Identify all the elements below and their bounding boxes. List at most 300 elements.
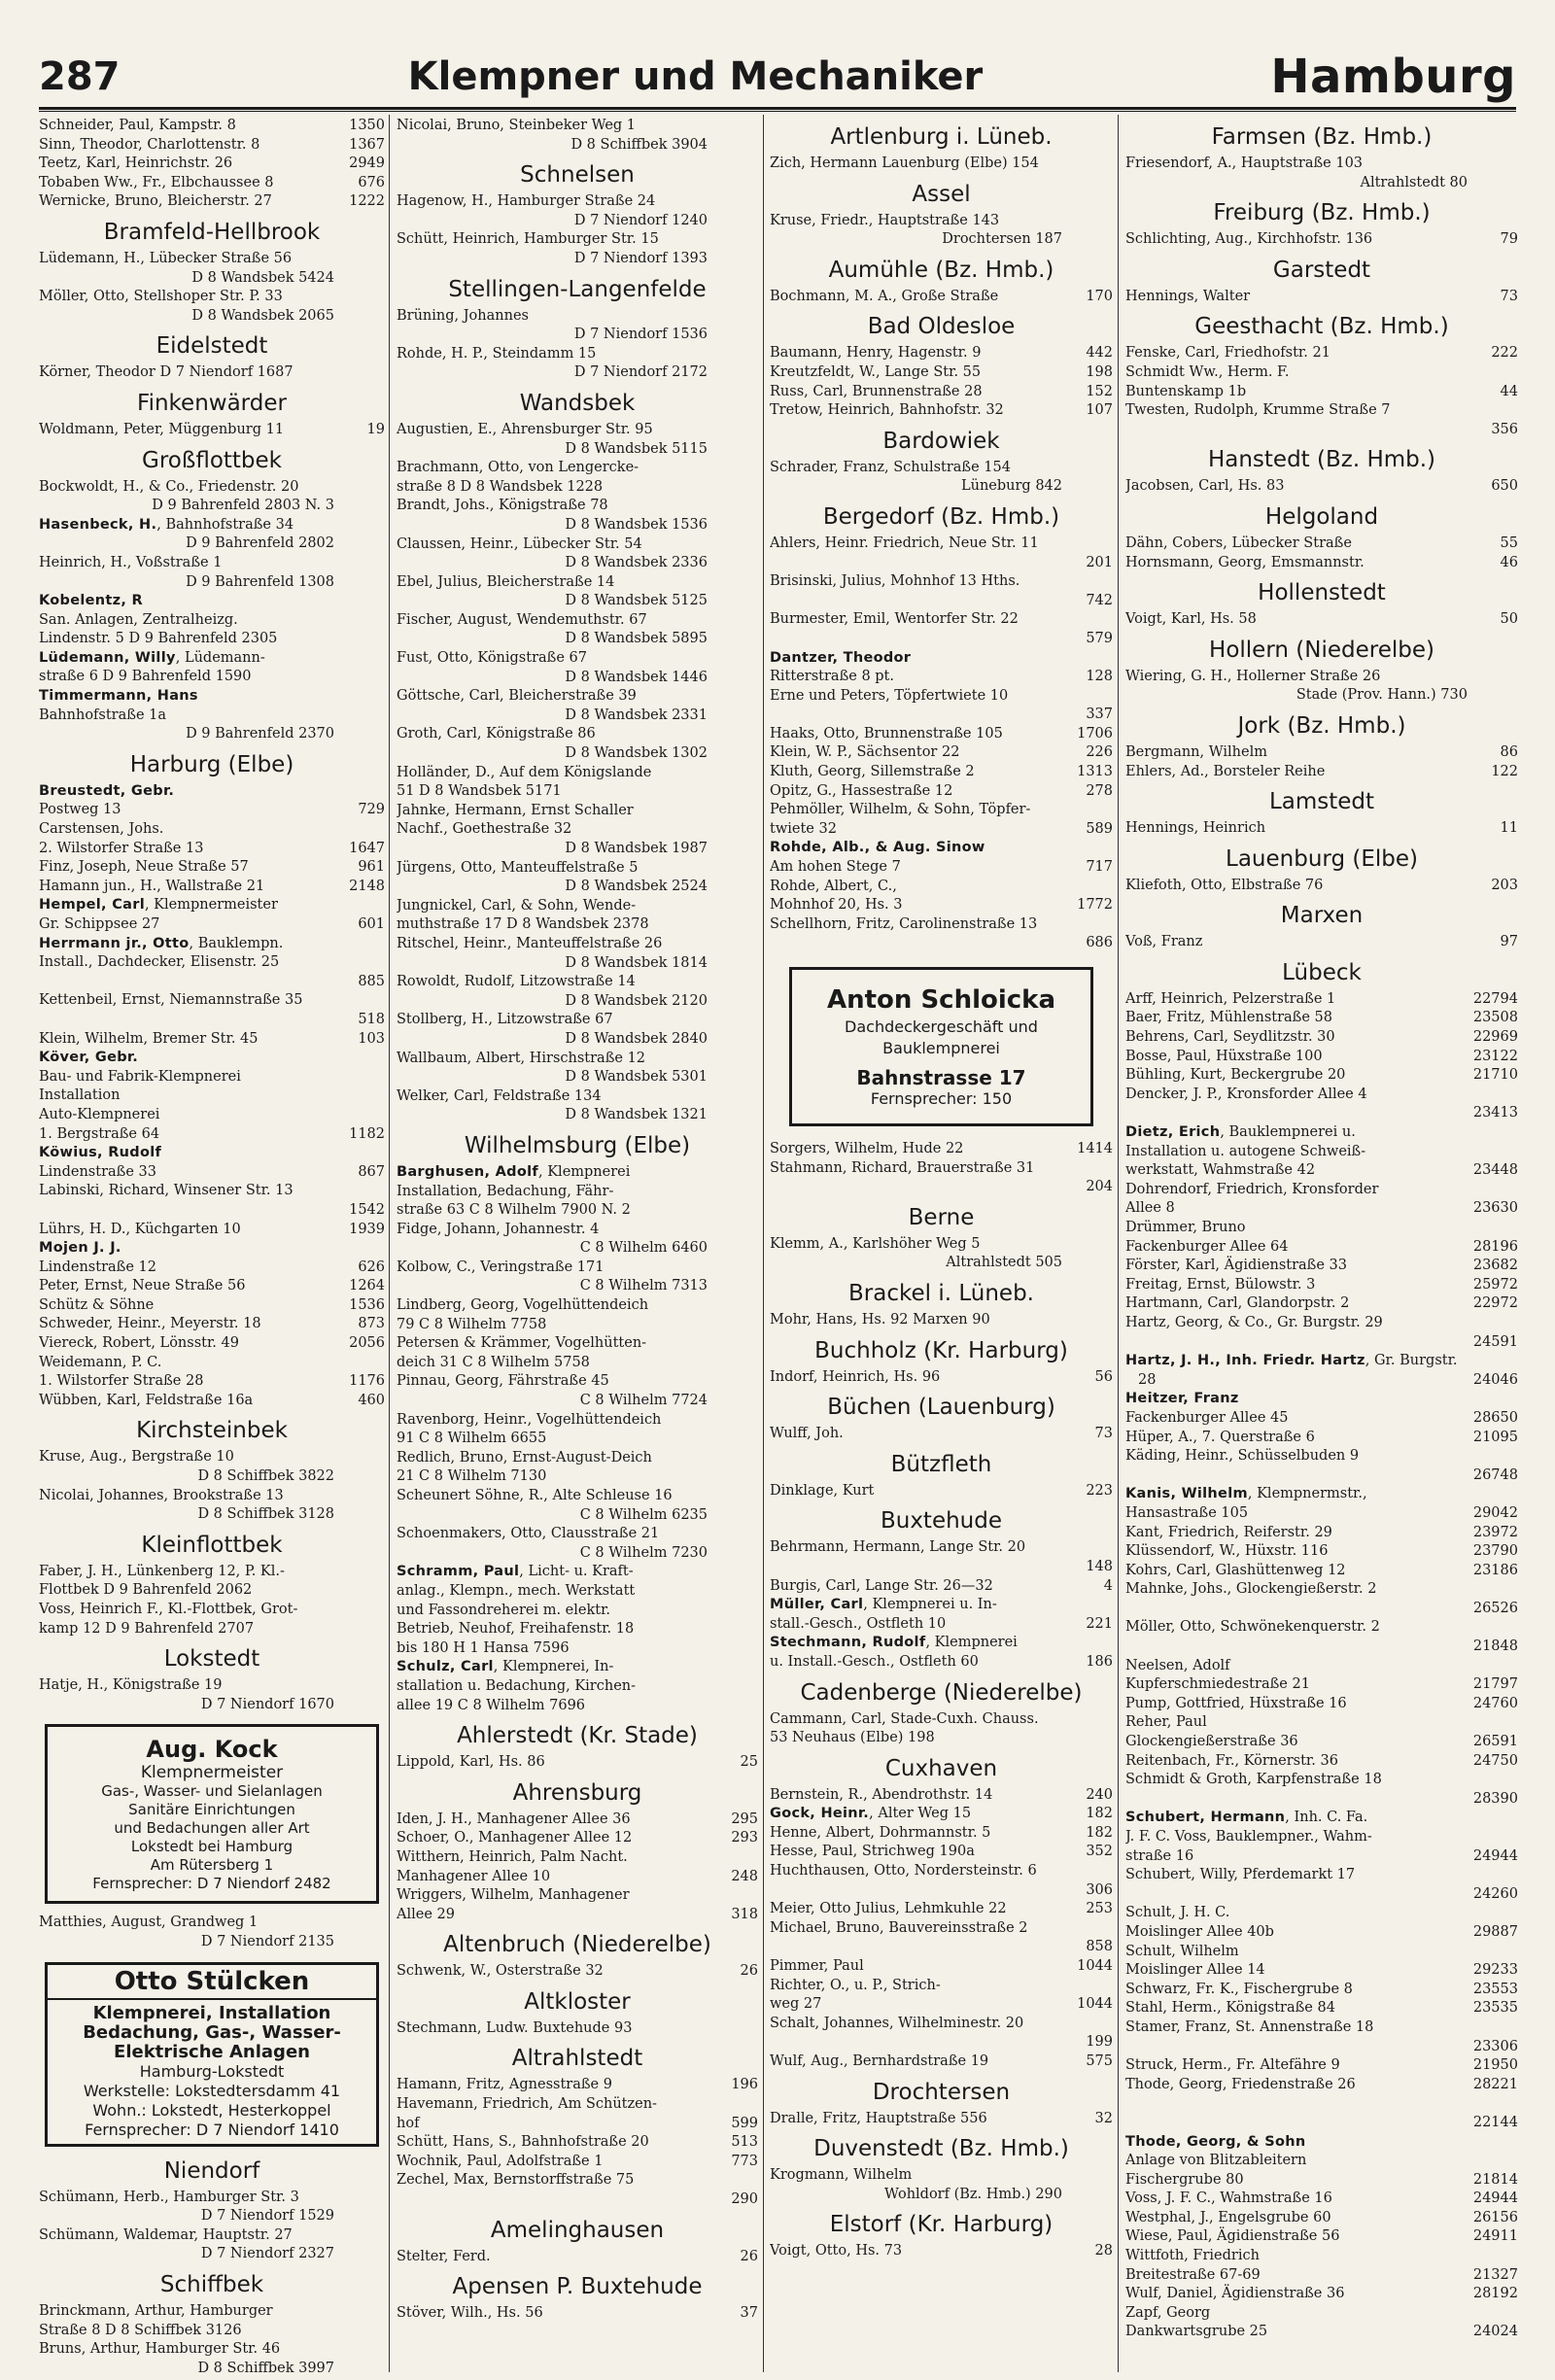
- section-heading: Hanstedt (Bz. Hmb.): [1207, 447, 1436, 473]
- entry-text: werkstatt, Wahmstraße 42: [1125, 1162, 1316, 1179]
- entry-text: Postweg 13: [39, 802, 121, 818]
- entry-line: [770, 1805, 1113, 1824]
- directory-entry: [39, 1392, 385, 1411]
- directory-entry: [397, 2171, 758, 2209]
- directory-entry: [1125, 1314, 1518, 1352]
- section-heading: Eidelstedt: [156, 333, 268, 360]
- phone-number: 26748: [1472, 1466, 1518, 1483]
- entry-line: [39, 1182, 385, 1201]
- entry-line: [397, 669, 758, 688]
- entry-text: Lippold, Karl, Hs. 86: [397, 1754, 545, 1771]
- column-divider: [1118, 115, 1119, 2372]
- entry-line: [397, 1582, 758, 1602]
- entry-text: D 8 Schiffbek 3997: [197, 2360, 334, 2376]
- phone-number: 23553: [1472, 1981, 1518, 1997]
- entry-line: [1125, 288, 1518, 307]
- section-heading: Ahrensburg: [512, 1779, 642, 1806]
- phone-number: 97: [1500, 934, 1518, 950]
- entry-text: Dinklage, Kurt: [770, 1482, 875, 1499]
- entry-name: Stechmann, Rudolf: [770, 1635, 926, 1651]
- entry-text: Petersen & Krämmer, Vogelhütten-: [397, 1335, 647, 1352]
- directory-entry: [1125, 1542, 1518, 1562]
- entry-text: Arff, Heinrich, Pelzerstraße 1: [1125, 990, 1336, 1007]
- entry-text: Zich, Hermann Lauenburg (Elbe) 154: [770, 155, 1039, 171]
- entry-text: Kreutzfeldt, W., Lange Str. 55: [770, 363, 982, 380]
- entry-text: Carstensen, Johs.: [39, 821, 164, 838]
- entry-text: Pehmöller, Wilhelm, & Sohn, Töpfer-: [770, 802, 1031, 818]
- entry-text: Allee 29: [397, 1906, 455, 1922]
- directory-entry: [770, 1577, 1113, 1597]
- entry-line: [39, 1354, 385, 1373]
- entry-text: , Alter Weg 15: [869, 1806, 972, 1822]
- entry-line: [397, 1487, 758, 1506]
- phone-number: 278: [1086, 782, 1113, 799]
- entry-line: [397, 440, 758, 460]
- phone-number: 579: [1086, 630, 1113, 646]
- entry-line: [39, 250, 385, 269]
- entry-line: [1125, 2056, 1518, 2076]
- phone-number: 198: [1086, 363, 1113, 380]
- phone-number: 599: [731, 2115, 758, 2131]
- directory-entry: [39, 250, 385, 288]
- directory-entry: [770, 2015, 1113, 2052]
- entry-text: D 8 Wandsbek 5115: [565, 440, 708, 457]
- entry-line: [39, 516, 385, 535]
- entry-text: , Klempnerei: [925, 1635, 1018, 1651]
- section-heading: Helgoland: [1264, 503, 1379, 530]
- entry-line: [397, 1753, 758, 1773]
- entry-line: [1125, 344, 1518, 363]
- directory-entry: [1125, 2247, 1518, 2285]
- directory-entry: [39, 649, 385, 687]
- entry-text: Reitenbach, Fr., Körnerstr. 36: [1125, 1752, 1338, 1769]
- entry-line: [39, 2360, 385, 2379]
- entry-line: [397, 516, 758, 535]
- entry-text: Hüper, A., 7. Querstraße 6: [1125, 1429, 1315, 1445]
- entry-text: Groth, Carl, Königstraße 86: [397, 726, 596, 742]
- entry-text: C 8 Wilhelm 6460: [579, 1240, 708, 1257]
- entry-line: [1125, 1009, 1518, 1028]
- entry-text: Baumann, Henry, Hagenstr. 9: [770, 345, 982, 362]
- ad-line: Gas-, Wasser- und Sielanlagen: [101, 1782, 323, 1801]
- entry-text: D 7 Niendorf 1240: [573, 212, 708, 228]
- entry-text: Lührs, H. D., Küchgarten 10: [39, 1221, 241, 1237]
- entry-text: D 9 Bahrenfeld 2370: [186, 726, 334, 742]
- entry-line: [770, 155, 1113, 174]
- entry-line: [397, 1259, 758, 1278]
- phone-number: 2056: [349, 1335, 385, 1352]
- directory-entry: [397, 649, 758, 687]
- entry-line: [1125, 1695, 1518, 1714]
- header-rule: [39, 111, 1516, 112]
- directory-entry: [1125, 2094, 1518, 2132]
- entry-line: [770, 1919, 1113, 1939]
- phone-number: 1222: [349, 193, 385, 210]
- entry-line: [39, 1030, 385, 1050]
- entry-line: [397, 2153, 758, 2172]
- directory-entry: [397, 1296, 758, 1334]
- entry-line: [770, 706, 1113, 725]
- entry-line: [397, 744, 758, 764]
- directory-entry: [397, 1848, 758, 1886]
- directory-entry: [1125, 2133, 1518, 2190]
- entry-text: Bahnhofstraße 1a: [39, 707, 167, 723]
- phone-number: 248: [731, 1868, 758, 1884]
- entry-text: Lindberg, Georg, Vogelhüttendeich: [397, 1297, 649, 1314]
- entry-line: [397, 820, 758, 840]
- phone-number: 23413: [1472, 1105, 1518, 1121]
- section-heading: Garstedt: [1272, 257, 1371, 283]
- phone-number: 28192: [1472, 2286, 1518, 2302]
- entry-text: D 8 Wandsbek 1536: [565, 516, 708, 533]
- entry-text: Schult, J. H. C.: [1125, 1905, 1230, 1921]
- directory-entry: [1125, 763, 1518, 782]
- phone-number: 1313: [1077, 764, 1113, 780]
- entry-line: [39, 725, 385, 744]
- entry-name: Herrmann jr., Otto: [39, 935, 190, 951]
- ad-line: Werkstelle: Lokstedtersdamm 41: [83, 2081, 341, 2100]
- entry-text: Fackenburger Allee 45: [1125, 1409, 1289, 1426]
- entry-line: [1125, 1086, 1518, 1105]
- directory-entry: [397, 230, 758, 268]
- directory-entry: [770, 1977, 1113, 2015]
- directory-entry: [1125, 1981, 1518, 2000]
- directory-entry: [397, 2153, 758, 2172]
- entry-line: [1125, 1733, 1518, 1752]
- entry-line: [397, 1068, 758, 1087]
- entry-text: Buntenskamp 1b: [1125, 383, 1247, 399]
- entry-text: Schneider, Paul, Kampstr. 8: [39, 118, 236, 133]
- entry-line: [397, 459, 758, 478]
- directory-entry: [770, 1843, 1113, 1862]
- directory-entry: [397, 192, 758, 230]
- entry-text: Tobaben Ww., Fr., Elbchaussee 8: [39, 174, 274, 190]
- directory-entry: [770, 1482, 1113, 1501]
- entry-line: [39, 611, 385, 631]
- directory-entry: [397, 1087, 758, 1125]
- entry-text: Fust, Otto, Königstraße 67: [397, 650, 587, 667]
- entry-line: [39, 858, 385, 878]
- entry-line: [397, 250, 758, 269]
- directory-entry: [397, 2133, 758, 2153]
- section-heading: Lauenburg (Elbe): [1226, 845, 1418, 872]
- entry-line: [1125, 2304, 1518, 2324]
- directory-entry: [39, 1563, 385, 1601]
- entry-line: [1125, 686, 1518, 706]
- entry-line: [397, 1697, 758, 1716]
- directory-entry: [1125, 1276, 1518, 1295]
- entry-line: [1125, 1485, 1518, 1504]
- entry-text: D 7 Niendorf 1670: [200, 1696, 334, 1712]
- entry-text: D 8 Wandsbek 1321: [565, 1107, 708, 1123]
- entry-text: Voigt, Otto, Hs. 73: [770, 2243, 903, 2259]
- entry-line: [397, 897, 758, 916]
- entry-line: [1125, 1618, 1518, 1638]
- directory-entry: [1125, 1904, 1518, 1942]
- entry-text: Hesse, Paul, Strichweg 190a: [770, 1844, 975, 1860]
- entry-line: [397, 1544, 758, 1564]
- phone-number: 1264: [349, 1278, 385, 1294]
- entry-name: Rohde, Alb., & Aug. Sinow: [770, 840, 985, 856]
- entry-text: Klüssendorf, W., Hüxstr. 116: [1125, 1543, 1329, 1560]
- entry-text: Rowoldt, Rudolf, Litzowstraße 14: [397, 974, 636, 990]
- entry-text: 53 Neuhaus (Elbe) 198: [770, 1730, 935, 1746]
- phone-number: 873: [358, 1316, 385, 1332]
- entry-line: [397, 535, 758, 555]
- entry-text: Westphal, J., Engelsgrube 60: [1125, 2209, 1331, 2225]
- entry-line: [397, 1962, 758, 1982]
- phone-number: 21327: [1472, 2266, 1518, 2283]
- entry-line: [1125, 421, 1518, 440]
- entry-text: , Bauklempnerei u.: [1220, 1124, 1356, 1141]
- entry-line: [39, 668, 385, 687]
- directory-entry: [39, 1049, 385, 1144]
- entry-text: , Bahnhofstraße 34: [156, 516, 294, 533]
- entry-line: [39, 953, 385, 973]
- directory-entry: [770, 155, 1113, 174]
- directory-entry: [1125, 877, 1518, 896]
- entry-line: [770, 649, 1113, 669]
- phone-number: 773: [731, 2153, 758, 2169]
- entry-line: [770, 1995, 1113, 2015]
- section-heading: Lamstedt: [1268, 789, 1375, 815]
- entry-line: [770, 1786, 1113, 1806]
- entry-name: Breustedt, Gebr.: [39, 782, 175, 799]
- entry-line: [770, 1938, 1113, 1957]
- entry-line: [1125, 1429, 1518, 1448]
- phone-number: 352: [1086, 1844, 1113, 1860]
- entry-line: [397, 1296, 758, 1316]
- entry-text: Claussen, Heinr., Lübecker Str. 54: [397, 535, 642, 552]
- phone-number: 29233: [1472, 1962, 1518, 1979]
- entry-text: Finz, Joseph, Neue Straße 57: [39, 859, 249, 876]
- entry-name: Schramm, Paul: [397, 1564, 520, 1580]
- phone-number: 23790: [1472, 1543, 1518, 1560]
- entry-line: [39, 2189, 385, 2208]
- entry-text: Dankwartsgrube 25: [1125, 2324, 1268, 2340]
- phone-number: 356: [1491, 421, 1518, 437]
- entry-text: Wulf, Aug., Bernhardstraße 19: [770, 2053, 989, 2069]
- entry-line: [397, 573, 758, 593]
- page-title: Klempner und Mechaniker: [407, 54, 984, 99]
- entry-text: D 8 Wandsbek 5895: [565, 631, 708, 647]
- entry-line: [770, 1653, 1113, 1673]
- entry-text: Jürgens, Otto, Manteuffelstraße 5: [397, 859, 639, 876]
- ad-line: [55, 2043, 368, 2062]
- entry-text: Voss, J. F. C., Wahmstraße 16: [1125, 2190, 1332, 2207]
- phone-number: 26526: [1472, 1600, 1518, 1616]
- directory-entry: [39, 1914, 385, 1951]
- entry-line: [770, 896, 1113, 915]
- entry-line: [1125, 990, 1518, 1010]
- directory-entry: [397, 897, 758, 935]
- entry-line: [39, 915, 385, 935]
- directory-entry: [39, 896, 385, 934]
- phone-number: 26: [740, 1963, 758, 1980]
- entry-line: [1125, 1790, 1518, 1810]
- section-heading: Büchen (Lauenburg): [827, 1395, 1055, 1421]
- entry-line: [397, 230, 758, 250]
- phone-number: 742: [1086, 592, 1113, 608]
- entry-text: Dralle, Fritz, Hauptstraße 556: [770, 2110, 987, 2126]
- directory-entry: [39, 2340, 385, 2378]
- directory-entry: [770, 1957, 1113, 1977]
- directory-entry: [397, 859, 758, 897]
- entry-line: [1125, 1943, 1518, 1962]
- entry-line: [397, 992, 758, 1012]
- entry-name: Hartz, J. H., Inh. Friedr. Hartz: [1125, 1353, 1365, 1369]
- entry-text: Manhagener Allee 10: [397, 1868, 551, 1884]
- ad-line: Am Rütersberg 1: [150, 1856, 274, 1875]
- directory-entry: [397, 973, 758, 1011]
- entry-text: C 8 Wilhelm 7230: [579, 1544, 708, 1561]
- entry-text: Meier, Otto Julius, Lehmkuhle 22: [770, 1901, 1007, 1917]
- entry-line: [397, 192, 758, 212]
- entry-text: Klein, W. P., Sächsentor 22: [770, 744, 960, 761]
- entry-text: Brisinski, Julius, Mohnhof 13 Hths.: [770, 573, 1020, 590]
- entry-text: stallation u. Bedachung, Kirchen-: [397, 1677, 637, 1694]
- ad-line: Sanitäre Einrichtungen: [128, 1801, 295, 1819]
- entry-text: Kupferschmiedestraße 21: [1125, 1676, 1310, 1693]
- section-heading: Altrahlstedt: [511, 2046, 643, 2072]
- section-heading: Berne: [908, 1204, 975, 1230]
- entry-text: Altrahlstedt 80: [1360, 174, 1468, 190]
- entry-line: [1125, 2323, 1518, 2342]
- section-heading: Finkenwärder: [137, 390, 287, 416]
- entry-text: J. F. C. Voss, Bauklempner., Wahm-: [1125, 1829, 1372, 1845]
- entry-text: D 9 Bahrenfeld 1308: [186, 573, 334, 590]
- phone-number: 29887: [1472, 1923, 1518, 1940]
- entry-line: [39, 363, 385, 383]
- phone-number: 518: [358, 1011, 385, 1027]
- entry-text: Holländer, D., Auf dem Königslande: [397, 764, 652, 780]
- entry-text: Tretow, Heinrich, Bahnhofstr. 32: [770, 402, 1004, 419]
- entry-line: [770, 230, 1113, 250]
- entry-text: 79 C 8 Wilhelm 7758: [397, 1316, 547, 1332]
- ad-line: Fernsprecher: D 7 Niendorf 2482: [92, 1875, 331, 1893]
- directory-entry: [397, 1334, 758, 1372]
- entry-text: , Gr. Burgstr. 28: [1138, 1353, 1458, 1388]
- entry-text: Burmester, Emil, Wentorfer Str. 22: [770, 611, 1019, 628]
- entry-text: , Klempnermeister: [144, 897, 278, 914]
- directory-entry: [1125, 1390, 1518, 1428]
- entry-text: Brachmann, Otto, von Lengercke-: [397, 460, 639, 476]
- entry-text: Wallbaum, Albert, Hirschstraße 12: [397, 1050, 646, 1066]
- column-divider: [763, 115, 764, 2372]
- entry-line: [1125, 2133, 1518, 2153]
- ad-line: Wohn.: Lokstedt, Hesterkoppel: [92, 2100, 331, 2120]
- entry-text: Teetz, Karl, Heinrichstr. 26: [39, 155, 233, 172]
- entry-line: [397, 1467, 758, 1487]
- entry-text: Installation, Bedachung, Fähr-: [397, 1183, 614, 1199]
- phone-number: 1367: [349, 136, 385, 153]
- entry-text: Brinckmann, Arthur, Hamburger: [39, 2302, 273, 2319]
- phone-number: 513: [731, 2134, 758, 2151]
- directory-entry: [1125, 1352, 1518, 1390]
- entry-line: [39, 1087, 385, 1106]
- entry-line: [1125, 2076, 1518, 2095]
- entry-text: Behrmann, Hermann, Lange Str. 20: [770, 1539, 1026, 1556]
- entry-text: Dohrendorf, Friedrich, Kronsforder: [1125, 1181, 1379, 1197]
- entry-line: [397, 954, 758, 974]
- directory-entry: [770, 344, 1113, 363]
- entry-text: D 7 Niendorf 2172: [573, 364, 708, 381]
- phone-number: 23186: [1472, 1562, 1518, 1578]
- phone-number: 182: [1086, 1806, 1113, 1822]
- directory-entry: [397, 1259, 758, 1296]
- directory-entry: [39, 1354, 385, 1392]
- directory-entry: [39, 478, 385, 516]
- entry-text: Huchthausen, Otto, Nordersteinstr. 6: [770, 1863, 1037, 1880]
- entry-text: Moislinger Allee 40b: [1125, 1923, 1274, 1940]
- entry-text: Erne und Peters, Töpfertwiete 10: [770, 687, 1009, 704]
- entry-text: Wernicke, Bruno, Bleicherstr. 27: [39, 193, 272, 210]
- entry-line: [397, 915, 758, 935]
- directory-entry: [397, 1372, 758, 1410]
- phone-number: 24911: [1472, 2228, 1518, 2245]
- directory-entry: [1125, 1562, 1518, 1581]
- entry-text: Möller, Otto, Schwönekenquerstr. 2: [1125, 1619, 1380, 1636]
- entry-name: Dantzer, Theodor: [770, 649, 912, 666]
- entry-text: Woldmann, Peter, Müggenburg 11: [39, 421, 285, 437]
- entry-line: [1125, 1981, 1518, 2000]
- entry-text: Stade (Prov. Hann.) 730: [1296, 687, 1468, 704]
- entry-line: [770, 630, 1113, 649]
- directory-entry: [397, 1050, 758, 1087]
- entry-text: Bau- und Fabrik-Klempnerei: [39, 1068, 241, 1085]
- entry-text: Schubert, Willy, Pferdemarkt 17: [1125, 1867, 1356, 1883]
- entry-line: [770, 2166, 1113, 2186]
- entry-line: [397, 1811, 758, 1830]
- entry-text: Wübben, Karl, Feldstraße 16a: [39, 1392, 254, 1408]
- phone-number: 1044: [1077, 1958, 1113, 1975]
- entry-text: bis 180 H 1 Hansa 7596: [397, 1639, 570, 1656]
- entry-text: Hennings, Heinrich: [1125, 820, 1266, 837]
- entry-line: [770, 401, 1113, 421]
- entry-text: Zapf, Georg: [1125, 2304, 1211, 2321]
- entry-line: [39, 649, 385, 669]
- entry-text: Betrieb, Neuhof, Freihafenstr. 18: [397, 1621, 635, 1638]
- entry-text: D 9 Bahrenfeld 2802: [186, 535, 334, 552]
- entry-line: [39, 1296, 385, 1316]
- entry-text: Hornsmann, Georg, Emsmannstr.: [1125, 554, 1365, 570]
- entry-line: [1125, 174, 1518, 193]
- entry-line: [39, 1505, 385, 1525]
- entry-line: [397, 1087, 758, 1107]
- entry-text: D 8 Wandsbek 2120: [565, 992, 708, 1009]
- directory-entry: [397, 2095, 758, 2133]
- entry-line: [1125, 1123, 1518, 1143]
- entry-name: Hempel, Carl: [39, 897, 145, 914]
- entry-text: Fidge, Johann, Johannestr. 4: [397, 1221, 600, 1237]
- entry-line: [1125, 554, 1518, 573]
- phone-number: 44: [1500, 383, 1518, 399]
- entry-text: Lüneburg 842: [960, 478, 1062, 495]
- entry-line: [1125, 1447, 1518, 1466]
- entry-text: Zechel, Max, Bernstorffstraße 75: [397, 2172, 635, 2189]
- directory-entry: [770, 801, 1113, 839]
- entry-text: Stöver, Wilh., Hs. 56: [397, 2305, 543, 2322]
- entry-text: allee 19 C 8 Wilhelm 7696: [397, 1697, 586, 1713]
- directory-entry: [39, 554, 385, 592]
- directory-entry: [1125, 1066, 1518, 1086]
- phone-number: 1647: [349, 840, 385, 856]
- entry-text: stall.-Gesch., Ostfleth 10: [770, 1615, 947, 1632]
- column-2: [397, 117, 758, 2324]
- entry-line: [770, 801, 1113, 820]
- entry-text: Labinski, Richard, Winsener Str. 13: [39, 1183, 294, 1199]
- entry-line: [770, 763, 1113, 782]
